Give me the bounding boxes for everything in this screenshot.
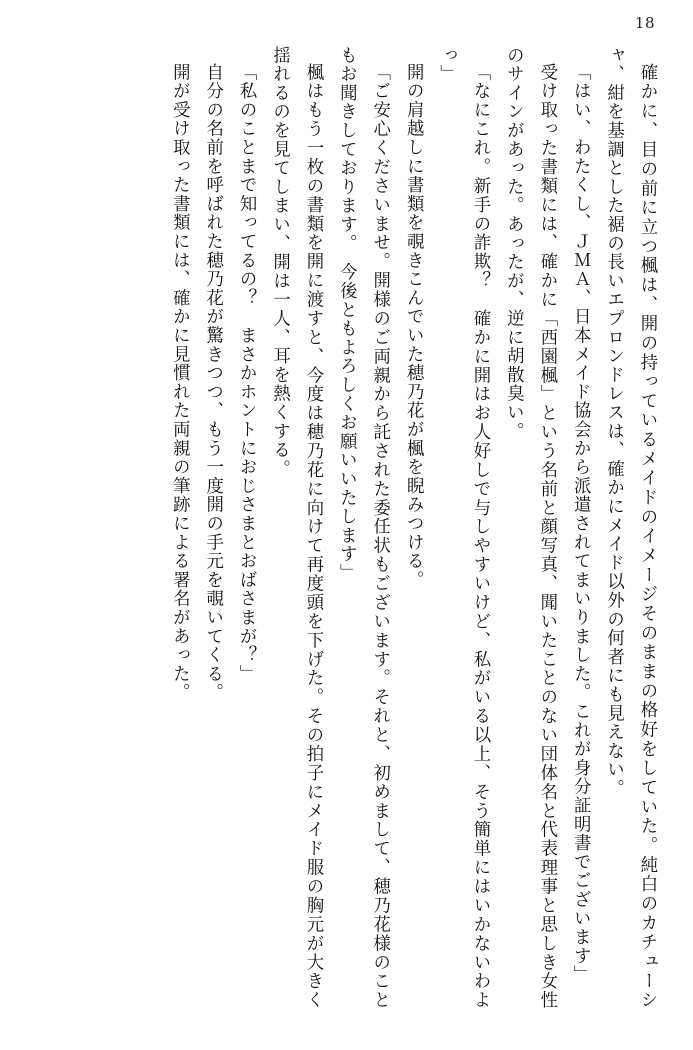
paragraph: 楓はもう一枚の書類を開に渡すと、今度は穂乃花に向けて再度頭を下げた。その拍子にメイド服の胸元が大きく揺れるのを見てしまい、開は一人、耳を熱くする。 — [269, 46, 323, 1010]
paragraph: 「はい、わたくし、ＪＭＡ、日本メイド協会から派遣されてまいりました。これが身分証明書でございます」 — [570, 63, 591, 985]
paragraph: 確かに、目の前に立つ楓は、開の持っているメイドのイメージそのままの格好をしていた。純白のカチューシャ、紺を基調とした裾の長いエプロンドレスは、確かにメイド以外の何者にも見えない。 — [603, 46, 657, 1010]
paragraph: 「私のことまで知ってるの？ まさかホントにおじさまとおばさまが？」 — [236, 63, 257, 684]
paragraph: 自分の名前を呼ばれた穂乃花が驚きつつ、もう一度開の手元を覗いてくる。 — [202, 63, 223, 703]
paragraph: 開の肩越しに書類を覗きこんでいた穂乃花が楓を睨みつける。 — [403, 63, 424, 590]
paragraph: 「ご安心くださいませ。開様のご両親から託された委任状もございます。それと、初めまして、穂乃花様のこともお聞きしております。 今後ともよろしくお願いいたします」 — [336, 46, 390, 1010]
page-number: 18 — [634, 14, 655, 32]
paragraph: 受け取った書類には、確かに「西園楓」という名前と顔写真、聞いたことのない団体名と代表理事と思しき女性のサインがあった。あったが、逆に胡散臭い。 — [503, 46, 557, 1010]
paragraph: 「なにこれ。新手の詐欺？ 確かに開はお人好しで与しやすいけど、私がいる以上、そう簡単にはいかないわよっ」 — [436, 46, 490, 1010]
paragraph: 開が受け取った書類には、確かに見慣れた両親の筆跡による署名があった。 — [169, 63, 190, 703]
vertical-text-body — [30, 46, 663, 1010]
